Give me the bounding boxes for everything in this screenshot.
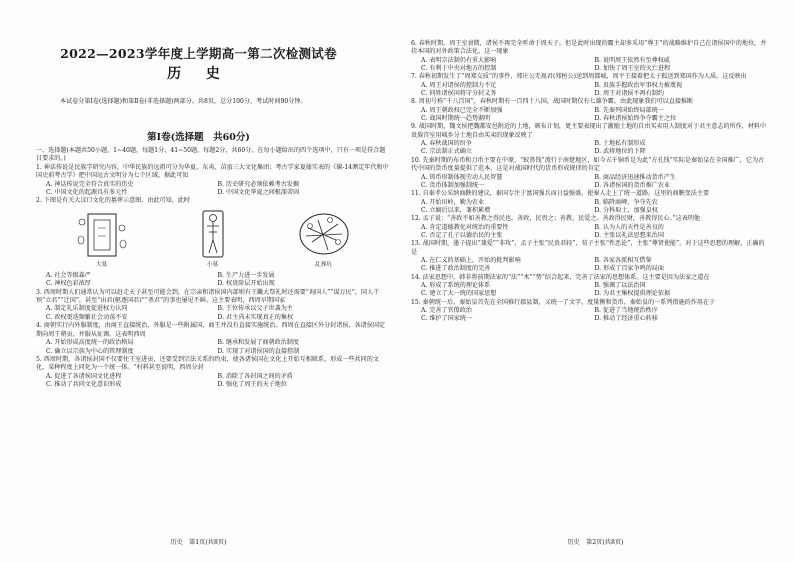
option: C. 立嫡后以来，兼积累增	[421, 206, 491, 214]
option: D. 各诸侯国的货币推广农业	[594, 181, 671, 189]
question-6-options	[411, 57, 768, 65]
caption: 大墓	[95, 261, 108, 268]
option: D. 权贵阶层开始出现	[217, 280, 275, 288]
option: D. 加快了周王室的灭亡进程	[594, 65, 671, 73]
subject-title: 历 史	[167, 66, 230, 82]
question-11-options-row2	[411, 207, 768, 215]
option: C. 战国时期统一趋势渐明	[421, 115, 491, 123]
option: C. 政权更迭频繁社会动荡不安	[46, 313, 128, 321]
question-6-stem: 6. 春秋时期，周王室衰微，诸侯不再完全听命于周天子。但是此时出现的霸主却多采用“尊王”的战略维护自己在诸侯国中的地位，并挂本国的对外政策合法化。这一现象	[411, 40, 767, 56]
exam-note: 本试卷分第Ⅰ卷(选择题)和第Ⅱ卷(非选择题)两部分。共8页，总分100分，考试时间90分钟。	[60, 98, 307, 105]
option: A. 神话传说完全符合真实的历史	[46, 180, 134, 188]
option: D. 中国文化华夏之间根深蒂固	[217, 189, 300, 197]
option: C. 有利于中央对地方的控制	[421, 65, 497, 73]
question-12-options-row2	[411, 232, 768, 240]
exam-title: 2022—2023学年度上学期高一第二次检测试卷	[60, 46, 337, 61]
question-1-options	[36, 181, 389, 189]
option: A. 制定礼乐制度促进权力认同	[46, 305, 128, 313]
question-4-stem: 4. 商朝实行内外服制度，由商王直接统治，外服是一些附属国，商王并没有直接实施统治。西周在直接区外分封诸侯，各诸侯国定期向周王朝贡，并服从征调。这表明西周	[36, 322, 386, 338]
question-10-stem: 10. 先秦时期的布币和刀币主要在中原，“蚁鼻钱”流行于南楚地区，如今五千铜币是为此“方孔钱”实际是秦始皇在全国推广，它为古代中国的货币度量提供了范本，这是对战国时代的货币形成规律的肯定	[411, 156, 765, 173]
option: D. 周王对诸侯不再有制约	[594, 90, 664, 98]
option: D. 分科取士，加强皇权	[594, 206, 658, 214]
option: D. 强化了周王的天子地位	[217, 381, 287, 389]
option: D. 君主尚未实现真正的集权	[217, 313, 294, 321]
option: A. 周王朝政权已完全不断加强	[421, 106, 503, 114]
right-questions	[411, 40, 768, 324]
large-tomb-drawing	[72, 208, 132, 260]
option: B. 各家各派相互借鉴	[594, 256, 652, 264]
question-7-stem: 7. 春秋初期发生了“周郑交质”的事件，郑庄公无视君(郑桓公)送到周都城，周平王接着把太子狐送到郑国作为人质。这反映出	[411, 73, 747, 81]
small-tomb-drawing	[183, 208, 243, 260]
option: C. 宗法制正式确立	[421, 148, 472, 156]
option: C. 否定了孔子以德治民的主张	[421, 231, 503, 239]
question-3-options	[36, 305, 389, 313]
option: B. 促进了当地统治秩序	[594, 307, 658, 314]
question-5-stem: 5. 西周时期，各诸侯封国不仅要往王室进贡，还要受到宗法关系的约束，使各诸侯国在文化上开始互相联系，形成一些共同的文化，某种程度上同化为一个统一体。“村料甚至说明，西周分封	[36, 355, 379, 372]
option: C. 货币体制加强制统一	[421, 181, 485, 189]
option: B. 历史研究必须依赖考古发掘	[217, 180, 299, 188]
option: B. 生产力进一步发展	[217, 271, 275, 279]
question-14-options-row2	[411, 290, 768, 298]
option: C. 推动了共同文化意识形成	[46, 381, 122, 389]
option: C. 推进了政治制度的完善	[421, 265, 491, 273]
option: A. 促进了各诸侯国文化进程	[46, 372, 122, 380]
question-5-options	[36, 373, 389, 381]
page-footer: 历史 第1页(共8页)	[170, 539, 227, 546]
option: A. 在仁义的基础上，开始的批判影响	[421, 256, 521, 264]
option: B. 认为人的天性是善良的	[594, 223, 664, 231]
option: D. 形成了百家争鸣的局面	[594, 265, 664, 273]
mass-grave-drawing	[294, 208, 354, 260]
question-4-options	[36, 339, 389, 347]
option: C. 确立以宗族为中心的管理制度	[46, 347, 134, 355]
option: A. 完善了官僚政治	[421, 307, 472, 314]
question-15-options-row2	[411, 315, 768, 323]
caption: 小墓	[206, 261, 219, 268]
question-8-options	[411, 107, 768, 115]
question-10-options	[411, 174, 768, 182]
question-10-options-row2	[411, 182, 768, 190]
question-7-options	[411, 82, 768, 90]
option: B. 土地私有制形成	[594, 140, 646, 148]
question-13-stem: 13. 战国时期，墨子提出“兼爱”“非攻”，孟子主张“民贵君轻”，荀子主张“性恶论”，主张“尊贤使能”。对于这些思想的理解，正确的是	[411, 240, 765, 256]
option: A. 铸币形制体现劳动人民智慧	[421, 173, 503, 181]
option: D. 主张以礼法思想来治国	[594, 231, 664, 239]
question-12-options	[411, 224, 768, 232]
question-11-options	[411, 199, 768, 207]
option: D. 春秋诸侯始终争夺霸主之位	[594, 115, 677, 123]
question-11-stem: 11. 自秦孝公采纳商鞅的建议，秦国专注于富国强兵而日益强盛，使秦人走上了统一道路。这里的商鞅变法主要	[411, 190, 710, 198]
option: B. 消除了各封国之间的矛盾	[217, 372, 293, 380]
option: B. 临降商岬，争夺先农	[594, 198, 658, 206]
option: B. 贵族手握政治军事权力被蔑视	[594, 81, 683, 89]
instruction: 一、选择题(本题共50小题，1~40题，每题1分，41~50题，每题2分，共60分。在每小题给出的四个选项中，只有一项是符合题目要求的。)	[36, 147, 386, 163]
option: D. 为君主集权提供理论依据	[594, 290, 671, 298]
tomb-figure	[46, 208, 379, 272]
question-12-stem: 12. 孟子说：“善政不如善教之得民也。善政，民畏之；善教，民爱之。善政得民财，善教得民心。”这表明他	[411, 215, 701, 223]
question-9-stem: 9. 战国时期，魏文侯把魏都安邑附近的土地，颁布计划，更主要表现出了激励土地的自由买卖用人制度对于君主意志的所作，材料中贵族宫室用城乡分土地自由买卖的现象反映了	[411, 123, 767, 139]
option: A. 开始田岭，勤为农业	[421, 198, 485, 206]
figure-mass-grave	[288, 208, 360, 272]
option: B. 王位传承以父子世袭为主	[217, 305, 293, 313]
figure-small-tomb	[177, 208, 249, 272]
question-9-options-row2	[411, 148, 768, 156]
option: A. 社会等级森严	[46, 271, 91, 279]
question-2-stem: 2. 下图是有关大汶口文化的墓葬示意图。由此可知，此时	[36, 197, 191, 205]
question-2-options-row2	[36, 280, 389, 288]
page-right	[397, 0, 794, 562]
option: C. 建立了大一统的国家思想	[421, 290, 497, 298]
option: C. 维护了国家统一	[421, 315, 472, 323]
option: A. 春秋战国的纷争	[421, 140, 472, 148]
option: B. 说明周王依然有至尊权威	[594, 56, 670, 64]
question-5-options-row2	[36, 381, 389, 389]
section-heading: 第Ⅰ卷(选择题 共60分)	[147, 132, 250, 143]
option: A. 肯定道德教化对统治的重要性	[421, 223, 509, 231]
figure-large-tomb	[66, 208, 138, 272]
option: C. 同姓诸侯国将守分封义务	[421, 90, 497, 98]
question-2-options	[36, 272, 389, 280]
question-15-stem: 15. 秦朝统一后，秦始皇首先在全国推行郡县制，又统一了文字、度量衡和货币。秦始皇的一系列措施的作用在于	[411, 298, 716, 306]
option: A. 周王对诸侯的控制力不足	[421, 81, 497, 89]
left-questions	[36, 147, 389, 390]
caption: 乱葬坑	[315, 261, 332, 268]
question-1-stem: 1. 神话传说是民族学研究内容，中华民族的远祖可分为华夏、东夷、苗蛮三大文化集团；考古学家夏鼐实表的《碳-14测定年代和中国史前考古学》把中国远古文明分为七个区域。据此可知	[36, 163, 389, 180]
option: B. 商品经济迅速推动货币产生	[594, 173, 676, 181]
question-13-options-row2	[411, 265, 768, 273]
question-4-options-row2	[36, 348, 389, 356]
option: A. 表明宗法制仍有重大影响	[421, 56, 497, 64]
option: B. 强调了以法治国	[594, 281, 646, 289]
page-footer: 历史 第2页(共8页)	[567, 539, 624, 546]
option: D. 武将地位的下降	[594, 148, 646, 156]
option: B. 继承和发展了商朝政治制度	[217, 339, 299, 347]
option: C. 中国文化的起源具有多元性	[46, 189, 128, 197]
option: A. 形成了系统的理论体系	[421, 281, 491, 289]
option: A. 开始形成高度统一的政治格局	[46, 339, 134, 347]
option: D. 实现了对诸侯国的直接控制	[217, 347, 300, 355]
question-8-stem: 8. 周初号称“千八百国”，春秋时期有一百四十八国，战国时期仅有七雄争霸。由此现象我们可以直接推断	[411, 98, 694, 106]
question-14-stem: 14. 法家思想中，韩非将前期法家的“法”“术”“势”结合起来，完善了法家的思想体系。这主要是因为法家之道在	[411, 273, 710, 281]
option: C. 神权色彩浓厚	[46, 280, 91, 288]
option: B. 先秦列国始终局部统一	[594, 106, 664, 114]
question-3-stem: 3. 西周时期人们通常认为可以赶走天子甚至可能会到，在宗亲和诸侯国内部则有王畿大祭礼时还需要“询国人”“谋万民”，国人干预“立君”“迁国”，甚至“出君(驱逐国君)”“杀君”的事也屡见不鲜。这主要表明，西周早期国家	[36, 288, 380, 305]
option: D. 推动了经济重心转移	[594, 315, 658, 323]
